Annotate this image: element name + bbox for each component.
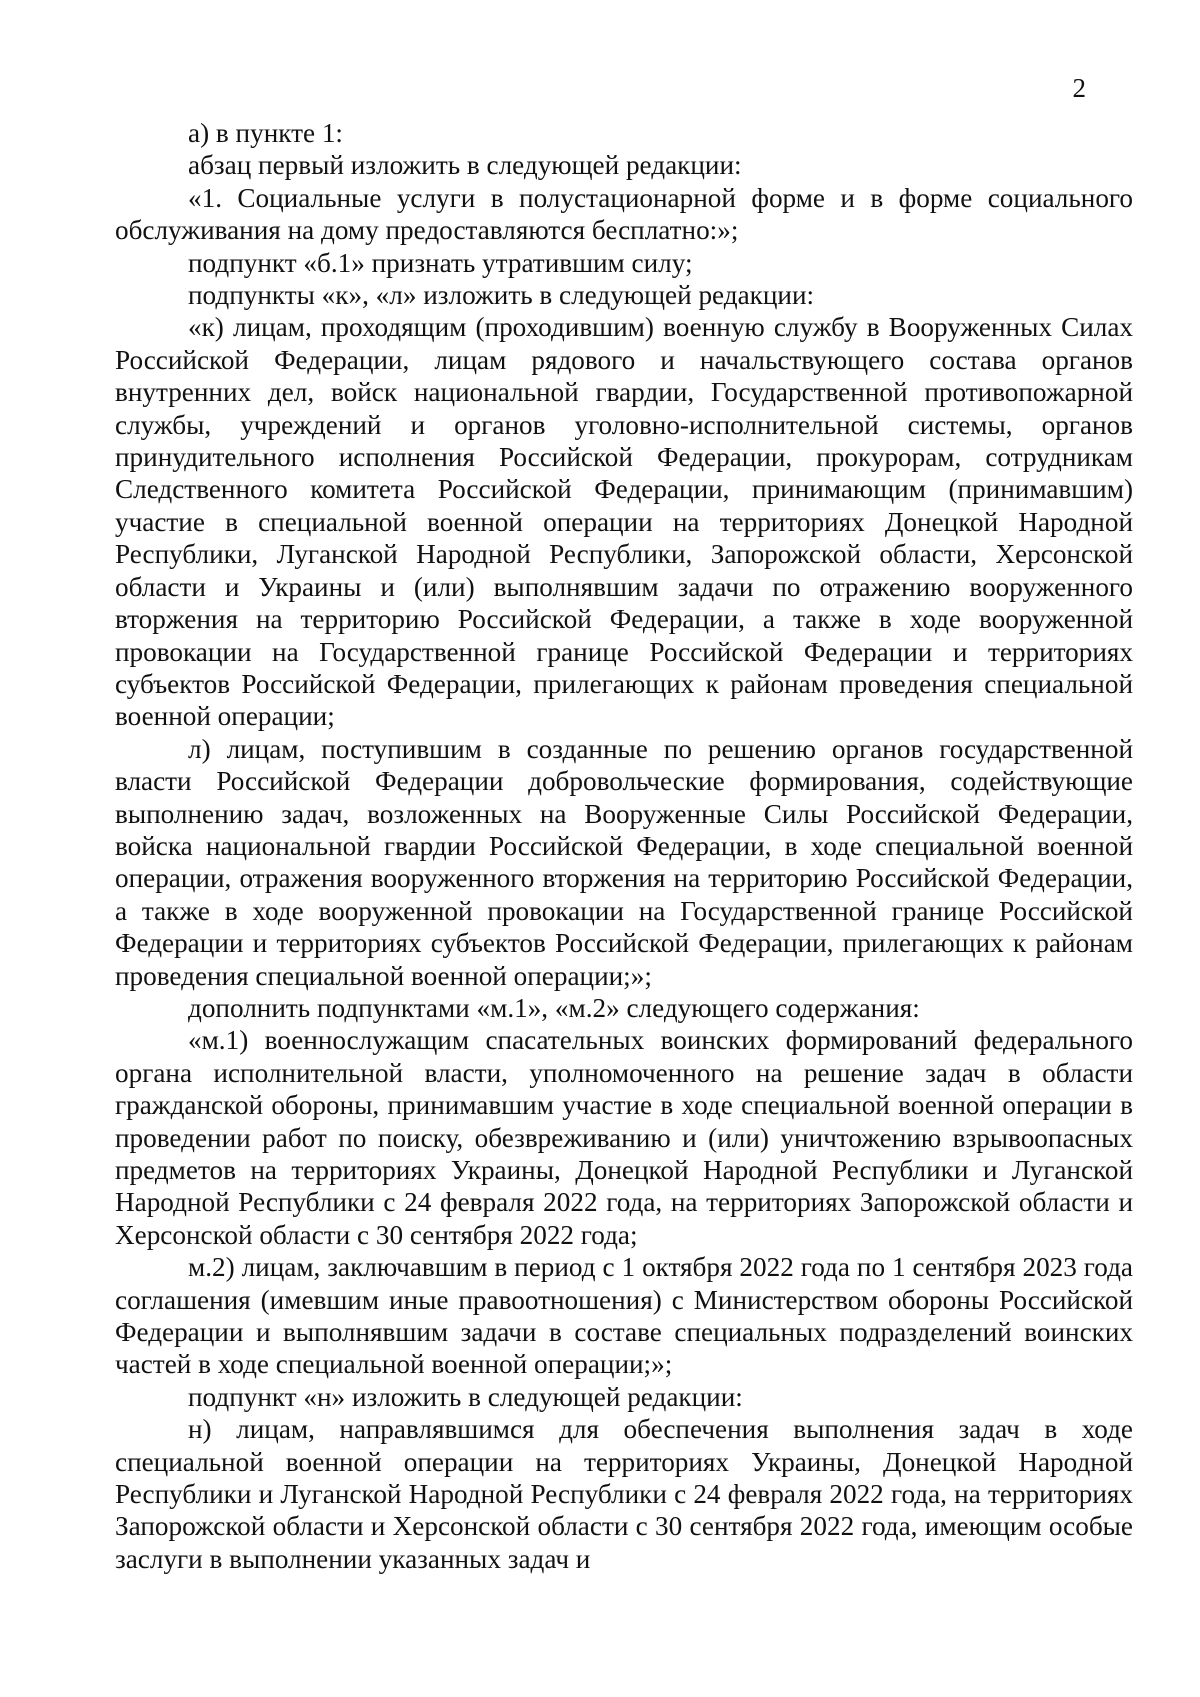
paragraph-1: а) в пункте 1: [188, 118, 343, 148]
paragraph-6: «к) лицам, проходящим (проходившим) военную службу в Вооруженных Силах Российской Федерации, лицам рядового и начальствующего состава органов внутренних дел, войск национальной гвардии, Государственной противопожарной службы, учреждений и органов уголовно-исполнительной системы, органов принудительного исполнения Российской Федерации, прокурорам, сотрудникам Следственного комитета Российской Федерации, принимающим (принимавшим) участие в специальной военной операции на территориях Донецкой Народной Республики, Луганской Народной Республики, Запорожской области, Херсонской области и Украины и (или) выполнявшим задачи по отражению вооруженного вторжения на территорию Российской Федерации, а также в ходе вооруженной провокации на Государственной границе Российской Федерации и территориях субъектов Российской Федерации, прилегающих к районам проведения специальной военной операции; [115, 312, 1133, 732]
paragraph-9: «м.1) военнослужащим спасательных воинских формирований федерального органа исполнительной власти, уполномоченного на решение задач в области гражданской обороны, принимавшим участие в ходе специальной военной операции в проведении работ по поиску, обезвреживанию и (или) уничтожению взрывоопасных предметов на территориях Украины, Донецкой Народной Республики и Луганской Народной Республики с 24 февраля 2022 года, на территориях Запорожской области и Херсонской области с 30 сентября 2022 года; [115, 1025, 1133, 1250]
paragraph-11: подпункт «н» изложить в следующей редакции: [188, 1381, 743, 1412]
paragraph-4: подпункт «б.1» признать утратившим силу; [188, 247, 693, 278]
page-number: 2 [1072, 73, 1086, 103]
paragraph-12: н) лицам, направлявшимся для обеспечения выполнения задач в ходе специальной военной операции на территориях Украины, Донецкой Народной Республики и Луганской Народной Республики с 24 февраля 2022 года, на территориях Запорожской области и Херсонской области с 30 сентября 2022 года, имеющим особые заслуги в выполнении указанных задач и [115, 1414, 1133, 1574]
document-body [115, 117, 1133, 1575]
paragraph-10: м.2) лицам, заключавшим в период с 1 октября 2022 года по 1 сентября 2023 года соглашения (имевшим иные правоотношения) с Министерством обороны Российской Федерации и выполнявшим задачи в составе специальных подразделений воинских частей в ходе специальной военной операции;»; [115, 1252, 1133, 1380]
paragraph-8: дополнить подпунктами «м.1», «м.2» следующего содержания: [188, 992, 920, 1023]
paragraph-5: подпункты «к», «л» изложить в следующей редакции: [188, 280, 815, 311]
paragraph-3: «1. Социальные услуги в полустационарной форме и в форме социального обслуживания на дому предоставляются бесплатно:»; [115, 182, 1133, 246]
paragraph-2: абзац первый изложить в следующей редакции: [188, 150, 742, 181]
paragraph-7: л) лицам, поступившим в созданные по решению органов государственной власти Российской Федерации добровольческие формирования, содействующие выполнению задач, возложенных на Вооруженные Силы Российской Федерации, войска национальной гвардии Российской Федерации, в ходе специальной военной операции, отражения вооруженного вторжения на территорию Российской Федерации, а также в ходе вооруженной провокации на Государственной границе Российской Федерации и территориях субъектов Российской Федерации, прилегающих к районам проведения специальной военной операции;»; [115, 733, 1133, 991]
